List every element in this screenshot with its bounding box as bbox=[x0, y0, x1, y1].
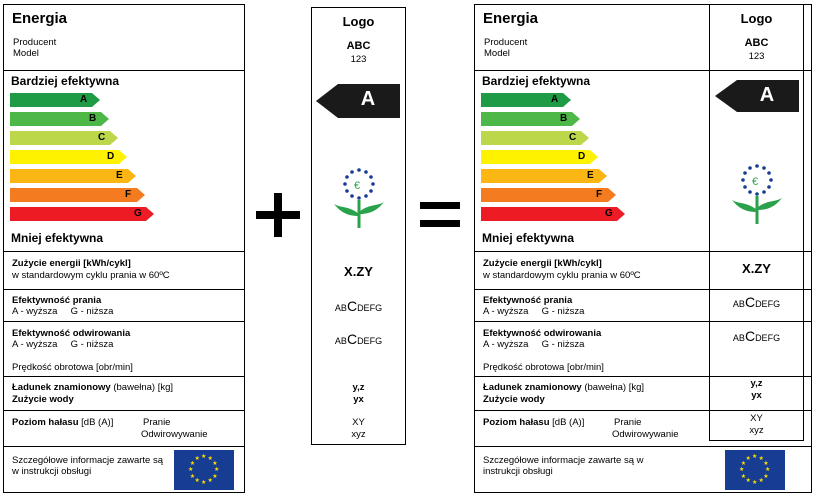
left-energy-sub: w standardowym cyklu prania w 60ºC bbox=[12, 270, 170, 281]
left-producer-label: Producent bbox=[13, 37, 57, 48]
svg-text:€: € bbox=[354, 180, 361, 192]
eu-star-icon: ★ bbox=[752, 454, 758, 460]
eu-star-icon: ★ bbox=[214, 467, 220, 473]
right-capacity-value: y,z bbox=[750, 378, 763, 389]
left-less-efficient: Mniej efektywna bbox=[11, 231, 104, 245]
right-info: Szczegółowe informacje zawarte są w instrukcji obsługi bbox=[483, 455, 644, 477]
middle-logo: Logo bbox=[342, 14, 375, 29]
middle-model-num: 123 bbox=[350, 54, 367, 65]
middle-eu-flower-icon bbox=[330, 162, 388, 230]
eu-star-icon: ★ bbox=[745, 455, 751, 462]
eu-star-icon: ★ bbox=[765, 467, 771, 473]
eu-star-icon: ★ bbox=[207, 478, 213, 485]
left-spin-title: Efektywność odwirowania bbox=[12, 328, 131, 339]
middle-capacity: y,z bbox=[352, 382, 365, 393]
middle-energy-value: X.ZY bbox=[344, 264, 373, 279]
left-energy-title: Zużycie energii [kWh/cykl] bbox=[12, 258, 131, 269]
right-water-value: yx bbox=[751, 390, 762, 401]
right-model-num: 123 bbox=[748, 51, 765, 62]
right-spin-scale-value: ABCDEFG bbox=[732, 328, 781, 344]
right-rating-letter: A bbox=[759, 84, 775, 106]
equals-icon bbox=[420, 202, 460, 228]
right-brand: ABC bbox=[744, 37, 769, 49]
right-spin-title: Efektywność odwirowania bbox=[483, 328, 602, 339]
right-energy-value: X.ZY bbox=[742, 261, 771, 276]
middle-water: yx bbox=[353, 394, 364, 405]
middle-spin-scale: ABCDEFG bbox=[334, 331, 383, 347]
left-eu-flag-icon bbox=[174, 450, 234, 490]
left-spin-speed: Prędkość obrotowa [obr/min] bbox=[12, 362, 133, 373]
eu-star-icon: ★ bbox=[201, 454, 207, 460]
left-spin-scale: A - wyższa G - niższa bbox=[12, 339, 114, 350]
eu-star-icon: ★ bbox=[745, 478, 751, 485]
left-label-title: Energia bbox=[12, 10, 68, 27]
middle-brand: ABC bbox=[346, 40, 371, 52]
eu-star-icon: ★ bbox=[739, 467, 745, 473]
right-model-label: Model bbox=[484, 48, 510, 59]
plus-icon bbox=[256, 193, 300, 237]
eu-star-icon: ★ bbox=[740, 460, 747, 467]
eu-star-icon: ★ bbox=[763, 460, 769, 467]
eu-star-icon: ★ bbox=[201, 480, 207, 486]
eu-star-icon: ★ bbox=[752, 480, 758, 486]
right-wash-scale: A - wyższa G - niższa bbox=[483, 306, 585, 317]
left-wash-scale: A - wyższa G - niższa bbox=[12, 306, 114, 317]
middle-noise2: xyz bbox=[351, 429, 366, 440]
left-water: Zużycie wody bbox=[12, 394, 74, 405]
right-logo: Logo bbox=[740, 11, 773, 26]
eu-star-icon: ★ bbox=[188, 467, 194, 473]
right-energy-sub: w standardowym cyklu prania w 60ºC bbox=[483, 270, 641, 281]
right-more-efficient: Bardziej efektywna bbox=[482, 74, 591, 88]
left-capacity: Ładunek znamionowy (bawełna) [kg] bbox=[12, 382, 174, 393]
middle-wash-scale: ABCDEFG bbox=[334, 298, 383, 314]
eu-star-icon: ★ bbox=[194, 478, 200, 485]
right-wash-scale-value: ABCDEFG bbox=[732, 294, 781, 310]
right-noise-wash: Pranie bbox=[614, 417, 642, 428]
eu-star-icon: ★ bbox=[189, 460, 196, 467]
left-wash-title: Efektywność prania bbox=[12, 295, 102, 306]
right-eu-flag-icon bbox=[725, 450, 785, 490]
middle-rating-letter: A bbox=[360, 88, 376, 110]
right-noise-spin: Odwirowywanie bbox=[612, 429, 679, 440]
right-spin-scale: A - wyższa G - niższa bbox=[483, 339, 585, 350]
left-noise: Poziom hałasu [dB (A)] bbox=[12, 417, 114, 428]
eu-star-icon: ★ bbox=[763, 473, 769, 480]
eu-star-icon: ★ bbox=[194, 455, 200, 462]
left-noise-spin: Odwirowywanie bbox=[141, 429, 208, 440]
svg-text:€: € bbox=[752, 176, 759, 188]
eu-star-icon: ★ bbox=[207, 455, 213, 462]
right-noise: Poziom hałasu [dB (A)] bbox=[483, 417, 585, 428]
right-capacity: Ładunek znamionowy (bawełna) [kg] bbox=[483, 382, 645, 393]
right-noise1-value: XY bbox=[750, 413, 763, 424]
right-wash-title: Efektywność prania bbox=[483, 295, 573, 306]
left-info: Szczegółowe informacje zawarte są w instrukcji obsługi bbox=[12, 455, 164, 477]
left-model-label: Model bbox=[13, 48, 39, 59]
right-eu-flower-icon bbox=[728, 158, 786, 226]
eu-star-icon: ★ bbox=[212, 473, 218, 480]
eu-star-icon: ★ bbox=[189, 473, 196, 480]
middle-noise1: XY bbox=[352, 417, 365, 428]
left-more-efficient: Bardziej efektywna bbox=[11, 74, 120, 88]
right-label-title: Energia bbox=[483, 10, 539, 27]
right-energy-title: Zużycie energii [kWh/cykl] bbox=[483, 258, 602, 269]
right-spin-speed: Prędkość obrotowa [obr/min] bbox=[483, 362, 604, 373]
right-water: Zużycie wody bbox=[483, 394, 545, 405]
eu-star-icon: ★ bbox=[758, 455, 764, 462]
left-noise-wash: Pranie bbox=[143, 417, 171, 428]
right-producer-label: Producent bbox=[484, 37, 528, 48]
right-noise2-value: xyz bbox=[749, 425, 764, 436]
eu-star-icon: ★ bbox=[740, 473, 747, 480]
eu-star-icon: ★ bbox=[758, 478, 764, 485]
eu-star-icon: ★ bbox=[212, 460, 218, 467]
right-less-efficient: Mniej efektywna bbox=[482, 231, 575, 245]
